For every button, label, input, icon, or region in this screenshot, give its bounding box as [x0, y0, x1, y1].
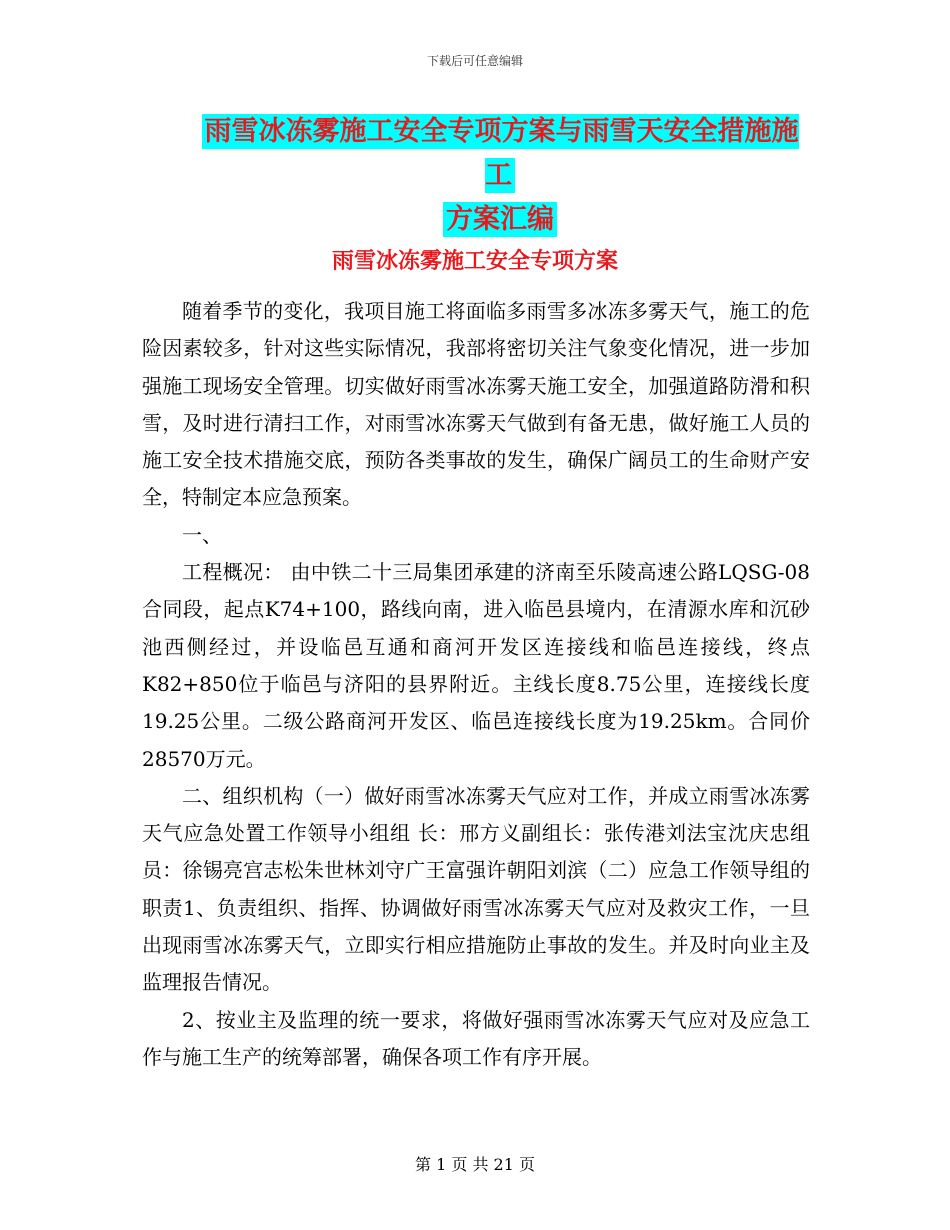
section-title: 雨雪冰冻雾施工安全专项方案	[331, 248, 618, 274]
paragraph-intro: 随着季节的变化，我项目施工将面临多雨雪多冰冻多雾天气，施工的危险因素较多，针对这些实际情况，我部将密切关注气象变化情况，进一步加强施工现场安全管理。切实做好雨雪冰冻雾天施工安全，加强道路防滑和积雪，及时进行清扫工作，对雨雪冰冻雾天气做到有备无患，做好施工人员的施工安全技术措施交底，预防各类事故的发生，确保广阔员工的生命财产安全，特制定本应急预案。	[142, 299, 810, 510]
paragraph-project-overview: 工程概况： 由中铁二十三局集团承建的济南至乐陵高速公路LQSG-08合同段，起点K74+100，路线向南，进入临邑县境内，在清源水库和沉砂池西侧经过，并设临邑互通和商河开发区连接线和临邑连接线，终点K82+850位于临邑与济阳的县界附近。主线长度8.75公里，连接线长度19.25公里。二级公路商河开发区、临邑连接线长度为19.25km。合同价28570万元。	[142, 560, 810, 771]
page-header-note: 下载后可任意编辑	[426, 54, 523, 68]
paragraph-organization: 二、组织机构（一）做好雨雪冰冻雾天气应对工作，并成立雨雪冰冻雾天气应急处置工作领导小组组 长：邢方义副组长：张传港刘法宝沈庆忠组 员：徐锡亮宫志松朱世林刘守广王富强许朝阳刘滨（二）应急工作领导组的职责1、负责组织、指挥、协调做好雨雪冰冻雾天气应对及救灾工作，一旦出现雨雪冰冻雾天气，立即实行相应措施防止事故的发生。并及时向业主及监理报告情况。	[142, 783, 810, 995]
document-title-line-2: 方案汇编	[443, 202, 557, 237]
paragraph-requirement-2: 2、按业主及监理的统一要求，将做好强雨雪冰冻雾天气应对及应急工作与施工生产的统筹部署，确保各项工作有序开展。	[142, 1007, 810, 1069]
page-number-footer: 第 1 页 共 21 页	[415, 1155, 535, 1174]
document-title-line-1: 雨雪冰冻雾施工安全专项方案与雨雪天安全措施施工	[202, 114, 799, 193]
paragraph-section-one-heading: 一、	[182, 522, 222, 547]
document-title	[190, 110, 810, 242]
document-body	[142, 293, 810, 1076]
